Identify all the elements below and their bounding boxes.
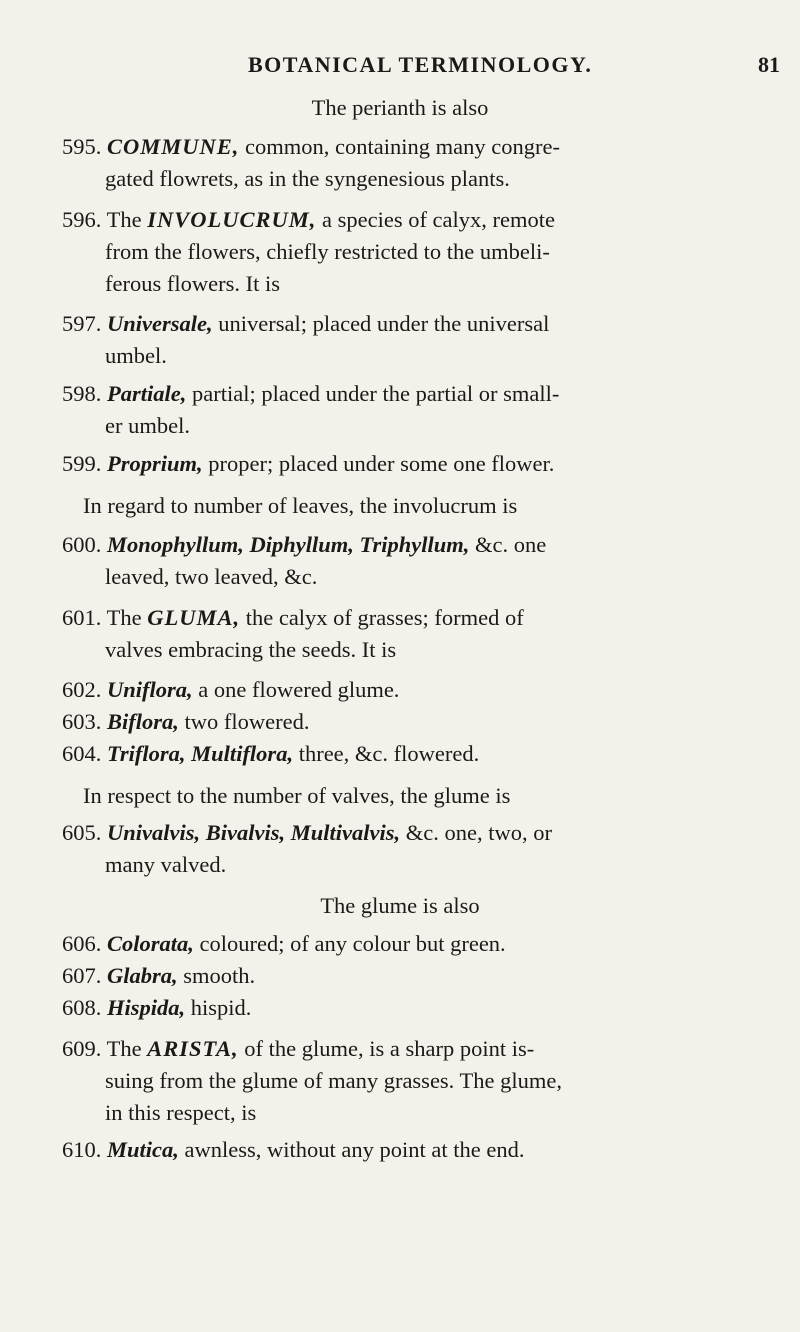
entry-number: 601. — [62, 605, 102, 630]
entry-text: the calyx of grasses; formed of — [240, 605, 524, 630]
entry-number: 596. — [62, 207, 102, 232]
entry-610 — [62, 1135, 524, 1165]
entry-606 — [62, 929, 506, 959]
entry-text: a species of calyx, remote — [316, 207, 556, 232]
entry-text: two flowered. — [178, 709, 310, 734]
entry-term: Univalvis, Bivalvis, Multivalvis, — [107, 820, 401, 845]
entry-number: 599. — [62, 451, 102, 476]
entry-603 — [62, 707, 309, 737]
entry-text: three, &c. flowered. — [293, 741, 480, 766]
text-line: leaved, two leaved, &c. — [105, 564, 318, 589]
text-line: gated flowrets, as in the syngenesious plants. — [105, 166, 510, 191]
entry-text: coloured; of any colour but green. — [193, 931, 506, 956]
entry-number: 607. — [62, 963, 102, 988]
entry-604 — [62, 739, 479, 769]
header-title: BOTANICAL TERMINOLOGY. — [248, 52, 593, 77]
entry-text: of the glume, is a sharp point is- — [238, 1036, 535, 1061]
entry-term: Hispida, — [107, 995, 186, 1020]
entry-number: 610. — [62, 1137, 102, 1162]
entry-number: 605. — [62, 820, 102, 845]
entry-595 — [62, 132, 560, 162]
entry-number: 603. — [62, 709, 102, 734]
entry-number: 602. — [62, 677, 102, 702]
entry-term: Partiale, — [107, 381, 187, 406]
text-line: In respect to the number of valves, the glume is — [83, 783, 511, 808]
entry-term: GLUMA, — [147, 605, 241, 630]
text-line: er umbel. — [105, 413, 190, 438]
entry-600 — [62, 530, 546, 560]
entry-601: 601. The GLUMA, the calyx of grasses; formed of — [62, 605, 524, 630]
entry-number: 600. — [62, 532, 102, 557]
entry-number: 608. — [62, 995, 102, 1020]
entry-text: smooth. — [177, 963, 256, 988]
text-line: The glume is also — [320, 893, 480, 918]
entry-term: COMMUNE, — [107, 134, 240, 159]
entry-number: 598. — [62, 381, 102, 406]
entry-text: universal; placed under the universal — [212, 311, 550, 336]
entry-608 — [62, 993, 251, 1023]
entry-text: a one flowered glume. — [192, 677, 400, 702]
entry-599 — [62, 449, 554, 479]
entry-text: &c. one, two, or — [400, 820, 552, 845]
entry-text: &c. one — [469, 532, 547, 557]
text-line: many valved. — [105, 852, 227, 877]
entry-number: 597. — [62, 311, 102, 336]
text-line: umbel. — [105, 343, 167, 368]
entry-term: INVOLUCRUM, — [147, 207, 317, 232]
entry-598 — [62, 379, 559, 409]
entry-term: Uniflora, — [107, 677, 193, 702]
running-header — [0, 52, 800, 82]
entry-number: 595. — [62, 134, 102, 159]
entry-term: Universale, — [107, 311, 213, 336]
text-line: The perianth is also — [311, 95, 489, 120]
text-line: from the flowers, chiefly restricted to the umbeli- — [105, 239, 550, 264]
entry-text: partial; placed under the partial or small- — [186, 381, 560, 406]
entry-text: proper; placed under some one flower. — [202, 451, 555, 476]
entry-text: awnless, without any point at the end. — [178, 1137, 525, 1162]
entry-text: common, containing many congre- — [239, 134, 560, 159]
page-number: 81 — [758, 52, 780, 77]
entry-602 — [62, 675, 399, 705]
entry-term: ARISTA, — [147, 1036, 239, 1061]
text-line: suing from the glume of many grasses. The glume, — [105, 1068, 562, 1093]
entry-607 — [62, 961, 255, 991]
entry-597 — [62, 309, 549, 339]
entry-term: Biflora, — [107, 709, 179, 734]
text-line: ferous flowers. It is — [105, 271, 280, 296]
entry-term: Monophyllum, Diphyllum, Triphyllum, — [107, 532, 470, 557]
entry-609: 609. The ARISTA, of the glume, is a sharp point is- — [62, 1036, 535, 1061]
entry-text: hispid. — [185, 995, 252, 1020]
text-line: valves embracing the seeds. It is — [105, 637, 397, 662]
entry-number: 606. — [62, 931, 102, 956]
entry-term: Triflora, Multiflora, — [107, 741, 294, 766]
text-line: In regard to number of leaves, the involucrum is — [83, 493, 518, 518]
entry-605 — [62, 818, 552, 848]
entry-596: 596. The INVOLUCRUM, a species of calyx, remote — [62, 207, 556, 232]
entry-term: Colorata, — [107, 931, 194, 956]
entry-term: Mutica, — [107, 1137, 179, 1162]
entry-number: 609. — [62, 1036, 102, 1061]
entry-number: 604. — [62, 741, 102, 766]
entry-term: Glabra, — [107, 963, 178, 988]
entry-term: Proprium, — [107, 451, 203, 476]
text-line: in this respect, is — [105, 1100, 257, 1125]
